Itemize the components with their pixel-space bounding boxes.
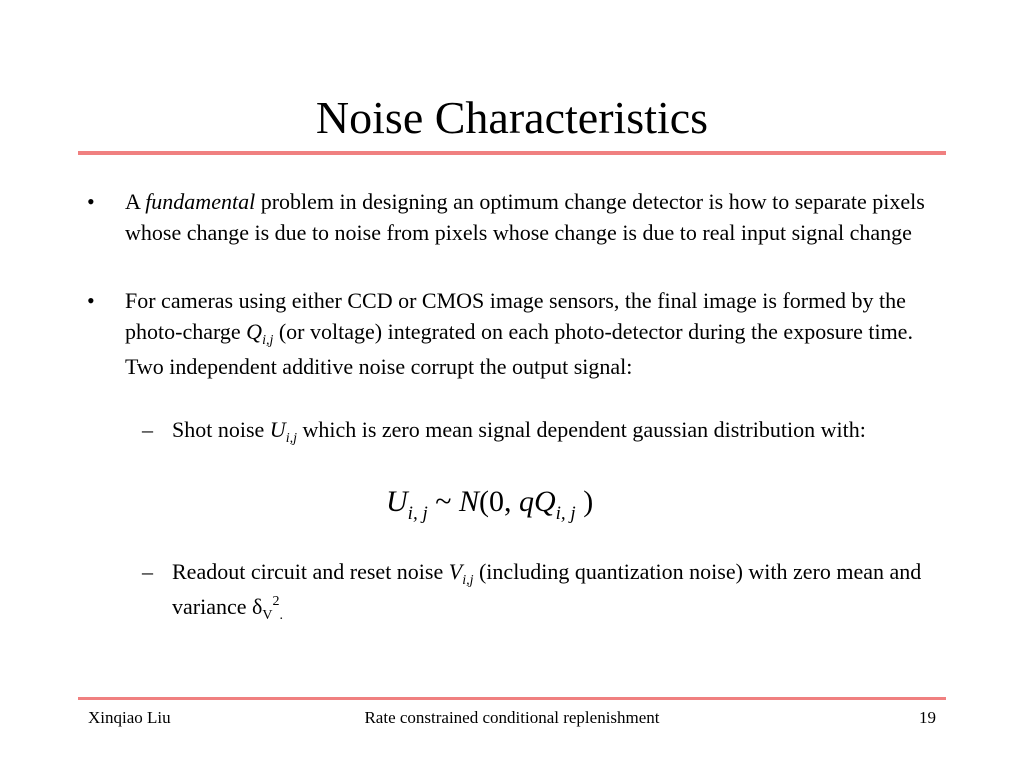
footer-divider bbox=[78, 697, 946, 700]
sub-marker: – bbox=[142, 417, 153, 442]
formula-fn: N bbox=[458, 485, 479, 518]
bullet-marker: • bbox=[87, 288, 95, 313]
slide-title: Noise Characteristics bbox=[315, 92, 709, 143]
sub-text: Readout circuit and reset noise bbox=[172, 559, 449, 584]
bullet-marker: • bbox=[87, 189, 95, 214]
formula-op: ~ bbox=[427, 485, 459, 518]
shot-noise-formula bbox=[386, 480, 593, 528]
variable-subscript: i,j bbox=[262, 333, 274, 348]
bullet-emphasis: fundamental bbox=[145, 189, 256, 214]
bullet-text: (or voltage) integrated on each photo-detector during the exposure time. Two independent additive noise corrupt the output signal: bbox=[125, 319, 913, 379]
formula-lhs-subscript: i, j bbox=[407, 503, 428, 524]
formula-lhs: U bbox=[386, 485, 408, 518]
sentence-end: . bbox=[279, 608, 283, 623]
sub-text: (including quantization noise) with zero mean and variance bbox=[172, 559, 922, 619]
page-number: 19 bbox=[919, 708, 936, 727]
variable-u: U bbox=[269, 417, 286, 442]
bullet-text: A bbox=[125, 189, 146, 214]
bullet-text: problem in designing an optimum change detector is how to separate pixels whose change is due to noise from pixels whose change is due to real input signal change bbox=[125, 189, 925, 245]
footer-author: Xinqiao Liu bbox=[88, 708, 171, 727]
delta-superscript: 2 bbox=[272, 594, 280, 609]
delta-subscript: V bbox=[262, 608, 273, 623]
formula-q: qQ bbox=[518, 485, 556, 518]
formula-close: ) bbox=[575, 485, 594, 518]
formula-q-subscript: i, j bbox=[555, 503, 576, 524]
delta-symbol: δ bbox=[252, 594, 263, 619]
variable-subscript: i,j bbox=[462, 573, 474, 588]
sub-text: Shot noise bbox=[172, 417, 270, 442]
sub-item-1 bbox=[142, 414, 932, 449]
bullet-item-1 bbox=[87, 186, 935, 248]
sub-text: which is zero mean signal dependent gaussian distribution with: bbox=[296, 417, 866, 442]
bullet-text: For cameras using either CCD or CMOS image sensors, the final image is formed by the photo-charge bbox=[125, 288, 906, 344]
sub-marker: – bbox=[142, 559, 153, 584]
bullet-item-2 bbox=[87, 285, 935, 382]
variable-subscript: i,j bbox=[285, 431, 297, 446]
variable-q: Q bbox=[246, 319, 263, 344]
formula-open: (0, bbox=[478, 485, 519, 518]
footer-title: Rate constrained conditional replenishment bbox=[364, 708, 660, 727]
sub-item-2 bbox=[142, 556, 932, 626]
variable-v: V bbox=[448, 559, 463, 584]
